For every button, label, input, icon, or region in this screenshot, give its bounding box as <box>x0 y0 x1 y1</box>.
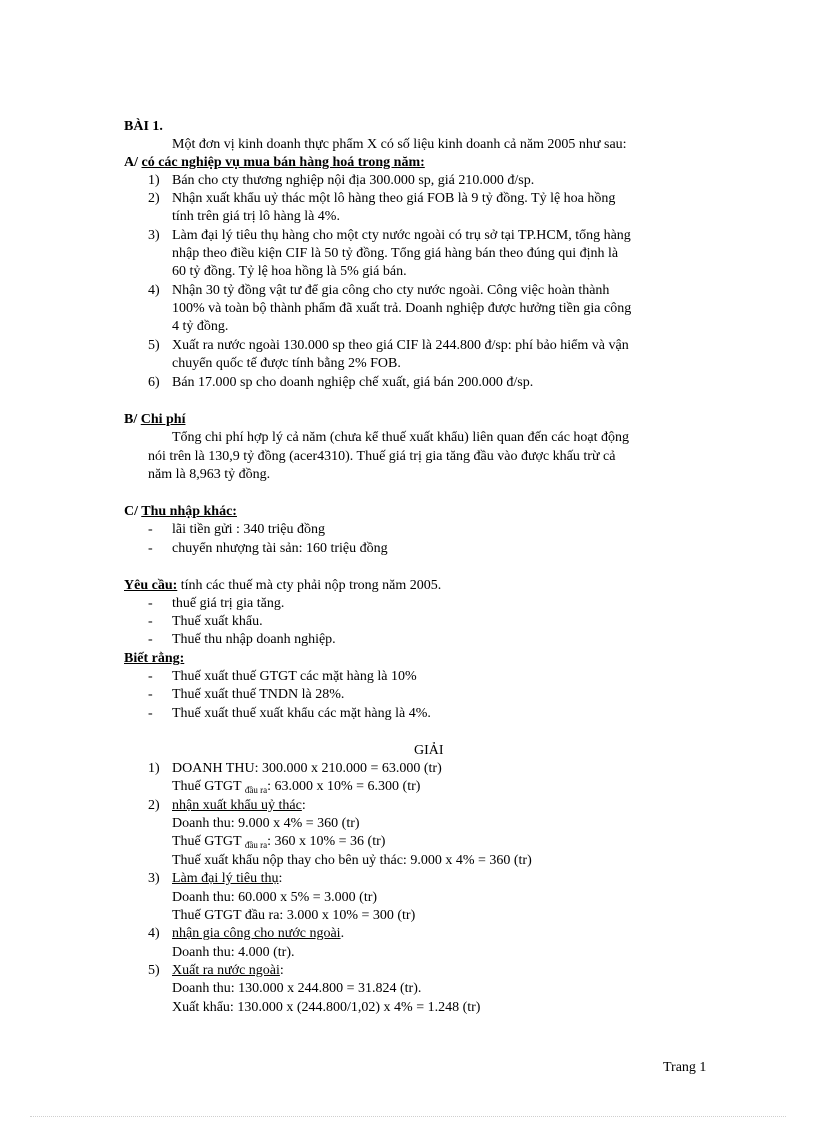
list-item: Thuế xuất thuế TNDN là 28%. <box>172 687 345 702</box>
requirements-heading: Yêu cầu: <box>124 578 178 593</box>
item-line: nhập theo điều kiện CIF là 50 tỷ đồng. Tổng giá hàng bán theo đúng qui định là <box>172 246 619 261</box>
item-number: 5) <box>148 338 160 353</box>
list-item: Thuế xuất khẩu. <box>172 614 263 629</box>
item-number: 4) <box>148 283 160 298</box>
paragraph-line: Tổng chi phí hợp lý cả năm (chưa kể thuế xuất khẩu) liên quan đến các hoạt động <box>172 430 630 445</box>
solution-line <box>172 778 420 799</box>
subheading-text: Xuất ra nước ngoài <box>172 963 280 978</box>
item-number: 1) <box>148 173 160 188</box>
text-span: Thuế GTGT <box>172 834 245 849</box>
section-a-prefix: A/ <box>124 155 138 170</box>
footer-divider <box>30 1116 786 1117</box>
subheading-text: nhận gia công cho nước ngoài <box>172 926 341 941</box>
item-number: 1) <box>148 761 160 776</box>
list-item: chuyển nhượng tài sản: 160 triệu đồng <box>172 541 388 556</box>
item-number: 4) <box>148 926 160 941</box>
text-span: Thuế GTGT <box>172 779 245 794</box>
item-line: Bán 17.000 sp cho doanh nghiệp chế xuất, giá bán 200.000 đ/sp. <box>172 375 534 390</box>
exercise-title: BÀI 1. <box>124 119 163 134</box>
bullet-dash: - <box>148 522 153 537</box>
list-item: Thuế thu nhập doanh nghiệp. <box>172 632 336 647</box>
item-line: 100% và toàn bộ thành phẩm đã xuất trả. Doanh nghiệp được hưởng tiền gia công <box>172 301 632 316</box>
item-number: 5) <box>148 963 160 978</box>
item-line: tính trên giá trị lô hàng là 4%. <box>172 209 340 224</box>
solution-line: Doanh thu: 130.000 x 244.800 = 31.824 (tr). <box>172 981 422 996</box>
item-number: 2) <box>148 191 160 206</box>
list-item: Thuế xuất thuế GTGT các mặt hàng là 10% <box>172 669 417 684</box>
text-span: : <box>279 963 284 978</box>
bullet-dash: - <box>148 687 153 702</box>
item-line: Làm đại lý tiêu thụ hàng cho một cty nước ngoài có trụ sở tại TP.HCM, tổng hàng <box>172 228 631 243</box>
item-number: 3) <box>148 228 160 243</box>
list-item: thuế giá trị gia tăng. <box>172 596 285 611</box>
bullet-dash: - <box>148 614 153 629</box>
solution-subheading <box>172 962 284 980</box>
item-line: 4 tỷ đồng. <box>172 319 229 334</box>
item-number: 3) <box>148 871 160 886</box>
paragraph-line: năm là 8,963 tỷ đồng. <box>148 467 271 482</box>
bullet-dash: - <box>148 596 153 611</box>
item-line: Xuất ra nước ngoài 130.000 sp theo giá CIF là 244.800 đ/sp: phí bảo hiểm và vận <box>172 338 629 353</box>
section-c-prefix: C/ <box>124 504 138 519</box>
solution-line: Thuế xuất khẩu nộp thay cho bên uỷ thác: 9.000 x 4% = 360 (tr) <box>172 853 532 868</box>
bullet-dash: - <box>148 706 153 721</box>
section-b-heading <box>124 411 185 429</box>
section-a-heading <box>124 154 425 172</box>
solution-line: Xuất khẩu: 130.000 x (244.800/1,02) x 4% = 1.248 (tr) <box>172 1000 481 1015</box>
solution-line: DOANH THU: 300.000 x 210.000 = 63.000 (tr) <box>172 761 442 776</box>
section-c-heading <box>124 503 237 521</box>
text-span: : <box>301 798 306 813</box>
bullet-dash: - <box>148 669 153 684</box>
solution-line: Doanh thu: 4.000 (tr). <box>172 945 295 960</box>
item-line: 60 tỷ đồng. Tỷ lệ hoa hồng là 5% giá bán. <box>172 264 407 279</box>
subscript: đầu ra <box>244 785 268 795</box>
subscript: đầu ra <box>244 840 268 850</box>
section-b-prefix: B/ <box>124 412 138 427</box>
requirements-text: tính các thuế mà cty phải nộp trong năm 2005. <box>177 578 442 593</box>
text-span: : <box>278 871 283 886</box>
list-item: lãi tiền gửi : 340 triệu đồng <box>172 522 326 537</box>
text-span: : 63.000 x 10% = 6.300 (tr) <box>267 779 421 794</box>
intro-text: Một đơn vị kinh doanh thực phẩm X có số liệu kinh doanh cả năm 2005 như sau: <box>172 137 627 152</box>
section-c-title: Thu nhập khác: <box>141 504 237 519</box>
bullet-dash: - <box>148 632 153 647</box>
paragraph-line: nói trên là 130,9 tỷ đồng (acer4310). Thuế giá trị gia tăng đầu vào được khấu trừ cả <box>148 449 616 464</box>
item-line: Nhận 30 tỷ đồng vật tư để gia công cho cty nước ngoài. Công việc hoàn thành <box>172 283 610 298</box>
item-number: 6) <box>148 375 160 390</box>
solution-subheading <box>172 870 282 888</box>
item-line: Nhận xuất khẩu uỷ thác một lô hàng theo giá FOB là 9 tỷ đồng. Tỷ lệ hoa hồng <box>172 191 616 206</box>
text-span: : 360 x 10% = 36 (tr) <box>267 834 386 849</box>
solution-subheading <box>172 925 344 943</box>
page-number: Trang 1 <box>663 1060 707 1075</box>
subheading-text: Làm đại lý tiêu thụ <box>172 871 279 886</box>
item-line: Bán cho cty thương nghiệp nội địa 300.000 sp, giá 210.000 đ/sp. <box>172 173 535 188</box>
solution-line: Doanh thu: 9.000 x 4% = 360 (tr) <box>172 816 360 831</box>
given-heading: Biết rằng: <box>124 651 185 666</box>
solution-line <box>172 833 385 854</box>
requirements-line <box>124 577 441 595</box>
item-line: chuyển quốc tế được tính bằng 2% FOB. <box>172 356 401 371</box>
solution-subheading <box>172 797 306 815</box>
subheading-text: nhận xuất khẩu uỷ thác <box>172 798 302 813</box>
item-number: 2) <box>148 798 160 813</box>
list-item: Thuế xuất thuế xuất khẩu các mặt hàng là 4%. <box>172 706 431 721</box>
section-b-title: Chi phí <box>140 412 186 427</box>
text-span: . <box>340 926 345 941</box>
section-a-title: có các nghiệp vụ mua bán hàng hoá trong năm: <box>141 155 425 170</box>
bullet-dash: - <box>148 541 153 556</box>
solution-line: Thuế GTGT đầu ra: 3.000 x 10% = 300 (tr) <box>172 908 416 923</box>
solution-line: Doanh thu: 60.000 x 5% = 3.000 (tr) <box>172 890 378 905</box>
solution-heading: GIẢI <box>414 743 444 758</box>
